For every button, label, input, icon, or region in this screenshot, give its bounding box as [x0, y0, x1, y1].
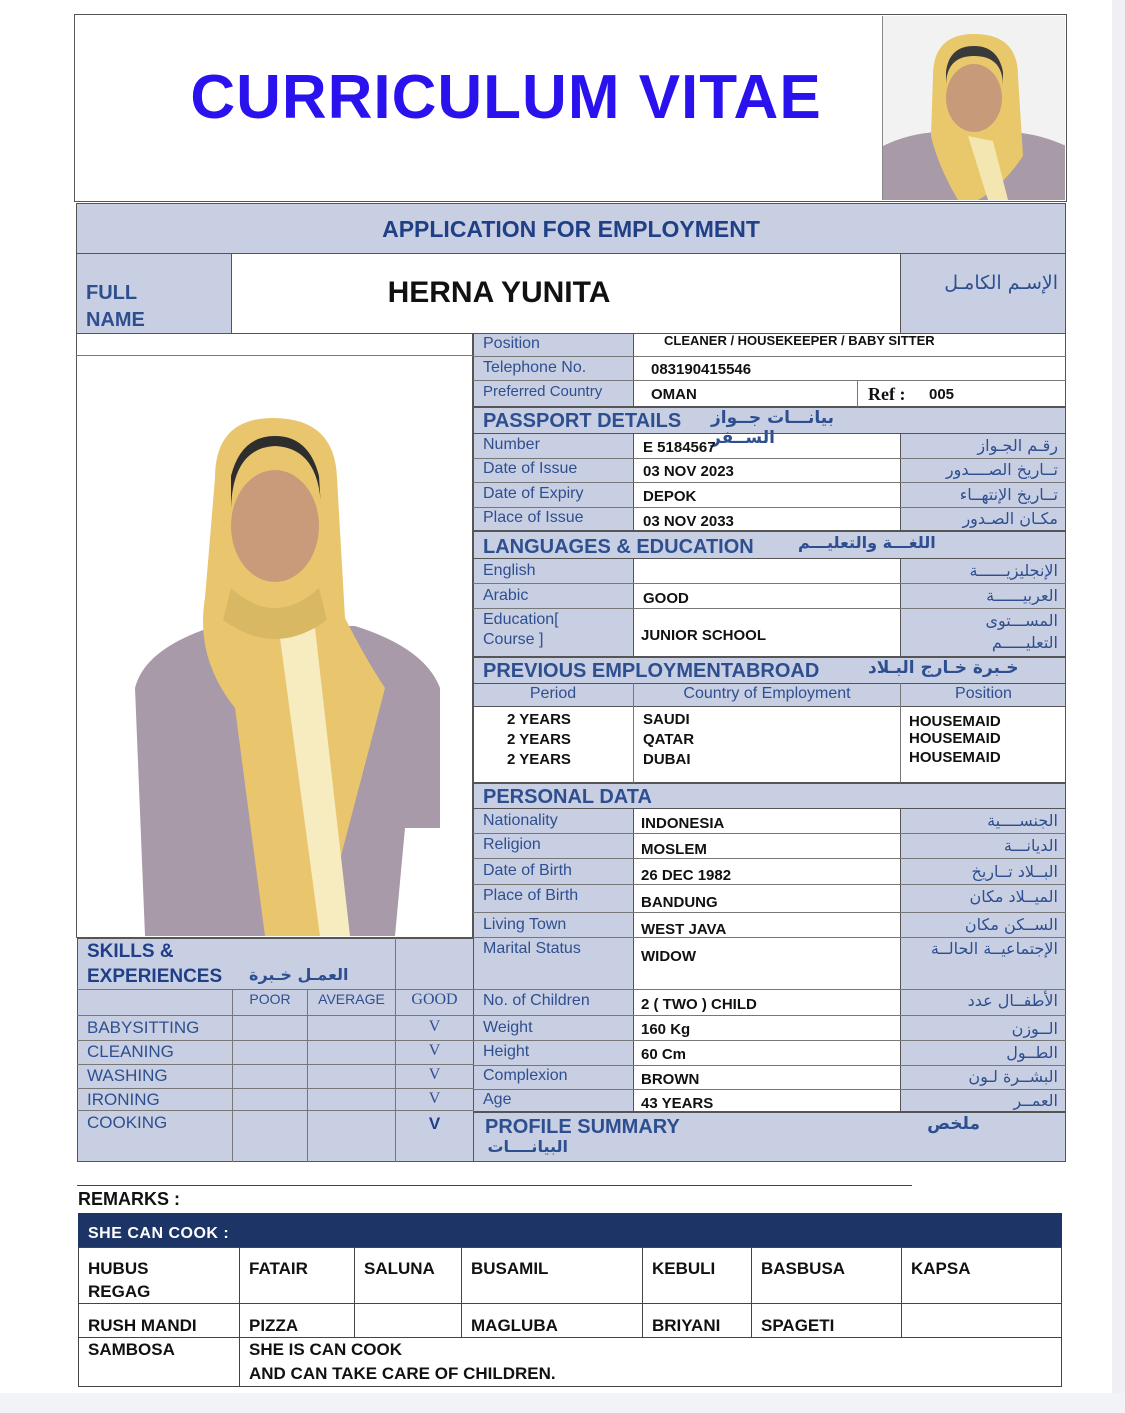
skill-washing: WASHING — [87, 1066, 168, 1085]
remarks-note-2: AND CAN TAKE CARE OF CHILDREN. — [249, 1364, 556, 1383]
education-ar-1: المســـتوى — [985, 611, 1058, 630]
skills-col-good: GOOD — [411, 991, 458, 1008]
children-ar: الأطفــال عدد — [967, 991, 1058, 1010]
portrait-small-image — [883, 16, 1065, 200]
complexion-ar: البشــرة لـون — [968, 1067, 1058, 1086]
previous-title-ar: خـبرة خـارج البـلاد — [868, 658, 1019, 678]
height-value: 60 Cm — [641, 1046, 687, 1063]
col-position: Position — [955, 685, 1012, 702]
phone-label: Telephone No. — [483, 359, 587, 376]
food-kebuli: KEBULI — [652, 1259, 716, 1278]
languages-title: LANGUAGES & EDUCATION — [483, 536, 754, 558]
position-label: Position — [483, 335, 540, 352]
weight-label: Weight — [483, 1019, 533, 1036]
passport-issue-label: Date of Issue — [483, 460, 578, 477]
food-hubus: HUBUS — [88, 1259, 149, 1278]
weight-value: 160 Kg — [641, 1021, 691, 1038]
living-town-value: WEST JAVA — [641, 921, 727, 938]
skill-washing-good: V — [428, 1066, 441, 1083]
header-photo — [882, 16, 1065, 200]
passport-number-value: E 5184567 — [643, 439, 716, 456]
position-2: HOUSEMAID — [909, 730, 1001, 747]
dob-value: 26 DEC 1982 — [641, 867, 732, 884]
remarks-rule — [77, 1185, 912, 1186]
passport-place-value: 03 NOV 2033 — [643, 513, 734, 530]
ref-value: 005 — [929, 386, 955, 403]
passport-place-ar: مكـان الصـدور — [962, 509, 1058, 528]
skill-cleaning: CLEANING — [87, 1042, 174, 1061]
passport-expiry-ar: تــاريخ الإنتهــاء — [959, 485, 1058, 504]
personal-title: PERSONAL DATA — [483, 786, 652, 808]
cv-title: CURRICULUM VITAE — [190, 63, 822, 132]
education-value: JUNIOR SCHOOL — [641, 627, 767, 644]
food-sambosa: SAMBOSA — [88, 1340, 175, 1359]
arabic-ar: العربيــــــة — [986, 586, 1058, 605]
pob-label: Place of Birth — [483, 887, 579, 904]
religion-value: MOSLEM — [641, 841, 707, 858]
main-photo — [105, 358, 471, 936]
fullname-ar: الإسـم الكامـل — [944, 272, 1058, 294]
nationality-label: Nationality — [483, 812, 558, 829]
children-value: 2 ( TWO ) CHILD — [641, 996, 757, 1013]
skills-title-2: EXPERIENCES — [87, 966, 223, 987]
food-busamil: BUSAMIL — [471, 1259, 549, 1278]
food-spageti: SPAGETI — [761, 1316, 835, 1335]
passport-number-label: Number — [483, 436, 540, 453]
marital-value: WIDOW — [641, 948, 696, 965]
arabic-label: Arabic — [483, 587, 529, 604]
position-1: HOUSEMAID — [909, 713, 1001, 730]
country-2: QATAR — [643, 731, 695, 748]
passport-issue-ar: تــاريخ الصــــدور — [945, 460, 1058, 479]
education-ar-2: التعليـــــم — [991, 633, 1058, 652]
food-saluna: SALUNA — [364, 1259, 435, 1278]
skill-ironing: IRONING — [87, 1090, 160, 1109]
height-label: Height — [483, 1043, 530, 1060]
age-label: Age — [483, 1091, 512, 1108]
period-2: 2 YEARS — [507, 731, 571, 748]
country-1: SAUDI — [643, 711, 690, 728]
religion-label: Religion — [483, 836, 541, 853]
nationality-ar: الجنســــية — [987, 811, 1058, 830]
skills-title-ar: العمـل خـبرة — [249, 965, 349, 984]
passport-title-ar: بيانـــات جــواز الســفر — [711, 408, 835, 448]
food-rush-mandi: RUSH MANDI — [88, 1316, 197, 1335]
age-ar: العمــر — [1013, 1091, 1058, 1110]
skill-ironing-good: V — [428, 1090, 441, 1107]
skill-cleaning-good: V — [428, 1042, 441, 1059]
skills-title-1: SKILLS & — [87, 941, 174, 962]
application-title: APPLICATION FOR EMPLOYMENT — [382, 216, 760, 242]
food-fatair: FATAIR — [249, 1259, 308, 1278]
fullname-label-2: NAME — [86, 309, 145, 331]
education-label-2: Course ] — [483, 631, 544, 648]
profile-summary-ar: ملخص — [927, 1114, 980, 1134]
food-basbusa: BASBUSA — [761, 1259, 846, 1278]
remarks-title: REMARKS : — [78, 1189, 180, 1209]
passport-expiry-value: DEPOK — [643, 488, 697, 505]
marital-ar: الإجتماعيــة الحالــة — [930, 939, 1058, 958]
passport-number-ar: رقـم الجـواز — [977, 436, 1058, 455]
living-town-label: Living Town — [483, 916, 567, 933]
food-briyani: BRIYANI — [652, 1316, 721, 1335]
position-value: CLEANER / HOUSEKEEPER / BABY SITTER — [664, 333, 935, 348]
period-1: 2 YEARS — [507, 711, 571, 728]
age-value: 43 YEARS — [641, 1095, 714, 1112]
position-3: HOUSEMAID — [909, 749, 1001, 766]
col-country: Country of Employment — [683, 685, 851, 702]
children-label: No. of Children — [483, 992, 590, 1009]
passport-issue-value: 03 NOV 2023 — [643, 463, 734, 480]
passport-expiry-label: Date of Expiry — [483, 485, 584, 502]
previous-title: PREVIOUS EMPLOYMENTABROAD — [483, 660, 820, 682]
weight-ar: الــوزن — [1011, 1019, 1058, 1038]
remarks-note-1: SHE IS CAN COOK — [249, 1340, 403, 1359]
food-regag: REGAG — [88, 1282, 151, 1301]
nationality-value: INDONESIA — [641, 815, 725, 832]
page-edge-right — [1112, 0, 1125, 1413]
food-pizza: PIZZA — [249, 1316, 299, 1335]
skill-cooking: COOKING — [87, 1113, 168, 1132]
pob-ar: الميــلاد مكان — [969, 887, 1058, 906]
col-period: Period — [529, 685, 577, 702]
english-ar: الإنجليزيــــــة — [969, 561, 1058, 580]
country-3: DUBAI — [643, 751, 691, 768]
profile-summary-ar-2: البيانــــات — [487, 1137, 568, 1156]
portrait-large-image — [105, 358, 471, 936]
marital-label: Marital Status — [483, 940, 581, 957]
passport-title: PASSPORT DETAILS — [483, 410, 682, 432]
skills-col-poor: POOR — [249, 991, 291, 1007]
skill-babysitting: BABYSITTING — [87, 1018, 200, 1037]
pob-value: BANDUNG — [641, 894, 718, 911]
fullname-label-1: FULL — [86, 282, 138, 304]
dob-ar: البــلاد تــاريخ — [971, 862, 1058, 881]
skill-babysitting-good: V — [428, 1018, 441, 1035]
complexion-value: BROWN — [641, 1071, 700, 1088]
food-magluba: MAGLUBA — [471, 1316, 558, 1335]
phone-value: 083190415546 — [651, 361, 752, 378]
english-label: English — [483, 562, 536, 579]
complexion-label: Complexion — [483, 1067, 568, 1084]
ref-label: Ref : — [868, 384, 906, 404]
fullname-value: HERNA YUNITA — [387, 276, 611, 309]
languages-title-ar: اللغـــة والتعليـــم — [798, 533, 936, 552]
country-value: OMAN — [651, 386, 697, 403]
country-label: Preferred Country — [483, 383, 603, 400]
food-kapsa: KAPSA — [911, 1259, 971, 1278]
skill-cooking-good: V — [428, 1114, 441, 1133]
religion-ar: الديانـــة — [1003, 836, 1058, 855]
dob-label: Date of Birth — [483, 862, 572, 879]
skills-col-average: AVERAGE — [318, 991, 385, 1007]
living-town-ar: الســكن مكان — [964, 915, 1058, 934]
passport-place-label: Place of Issue — [483, 509, 584, 526]
profile-summary-title: PROFILE SUMMARY — [485, 1116, 680, 1138]
height-ar: الطــول — [1006, 1043, 1058, 1062]
arabic-value: GOOD — [643, 590, 689, 607]
cook-title: SHE CAN COOK : — [88, 1225, 230, 1242]
period-3: 2 YEARS — [507, 751, 571, 768]
education-label-1: Education[ — [483, 611, 559, 628]
page-edge-bottom — [0, 1393, 1125, 1413]
